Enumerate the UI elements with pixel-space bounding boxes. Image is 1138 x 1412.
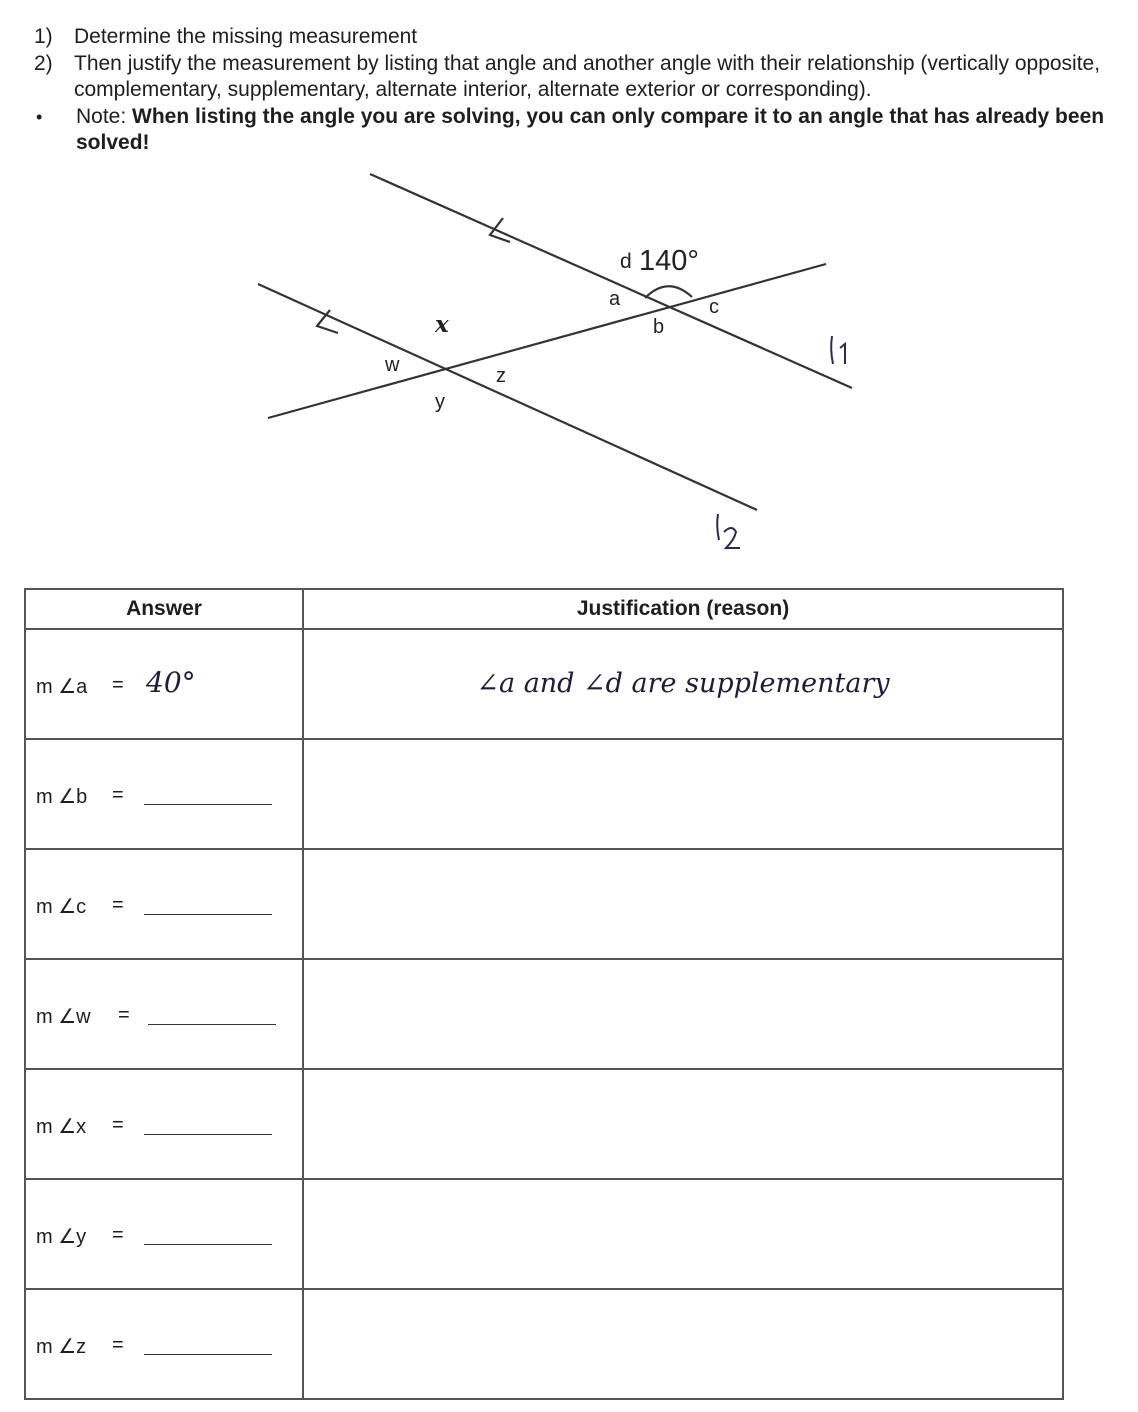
angle-label-x: x [435,311,449,338]
table-row-x [26,1070,1062,1180]
transversal-line [268,264,826,418]
instruction-2 [34,51,1124,104]
angle-label-y: y [435,391,445,413]
instruction-2-marker: 2) [34,51,53,75]
parallel-arrow-l2 [317,310,338,333]
equals-sign: = [112,784,124,806]
angle-x-answer-blank[interactable] [144,1134,272,1135]
angle-label-b: b [653,316,665,338]
table-header [26,590,1062,630]
equals-sign: = [112,1334,124,1356]
angle-z-label: m ∠z [36,1336,87,1358]
angle-label-c: c [709,296,719,318]
header-answer: Answer [26,590,304,628]
note-prefix: Note: [76,104,133,128]
note-bold-text: When listing the angle you are solving, you can only compare it to an angle that has already been solved! [76,104,1105,154]
note [34,104,1124,157]
angle-c-label: m ∠c [36,896,87,918]
line-l2 [258,284,757,510]
angle-z-answer-blank[interactable] [144,1354,272,1355]
line-l1 [370,174,852,388]
angle-b-answer-blank[interactable] [144,804,272,805]
note-bullet: • [36,106,43,127]
instruction-2-text: Then justify the measurement by listing that angle and another angle with their relationship (vertically opposite, complementary, supplementary, alternate interior, alternate exterior or corresponding). [74,51,1101,101]
angle-d-arc [645,286,692,298]
equals-sign: = [112,1114,124,1136]
header-justification: Justification (reason) [576,597,790,620]
table-row-z [26,1290,1062,1398]
angle-label-w: w [385,354,400,376]
angle-y-label: m ∠y [36,1226,87,1248]
angle-a-justification[interactable]: ∠a and ∠d are supplementary [476,668,890,699]
angle-b-label: m ∠b [36,786,88,808]
angle-a-label: m ∠a [36,676,88,698]
instructions [34,24,1124,157]
angle-label-z: z [496,365,506,387]
angle-label-d: d [620,250,632,273]
line-label-l2 [717,514,740,548]
table-row-a [26,630,1062,740]
answer-table [24,588,1064,1400]
given-angle-140: 140° [639,245,699,277]
angle-w-answer-blank[interactable] [148,1024,276,1025]
instruction-1-text: Determine the missing measurement [74,25,418,48]
parallel-lines-diagram [0,160,1138,580]
equals-sign: = [112,1224,124,1246]
table-row-c [26,850,1062,960]
angle-c-answer-blank[interactable] [144,914,272,915]
angle-x-label: m ∠x [36,1116,87,1138]
table-row-y [26,1180,1062,1290]
table-row-b [26,740,1062,850]
angle-w-label: m ∠w [36,1006,91,1028]
angle-y-answer-blank[interactable] [144,1244,272,1245]
instruction-1 [34,24,1124,51]
parallel-arrow-l1 [490,218,510,242]
equals-sign: = [112,674,124,696]
angle-a-answer[interactable]: 40° [146,666,196,699]
line-label-l1 [831,336,845,364]
instruction-1-marker: 1) [34,25,53,48]
equals-sign: = [118,1004,130,1026]
equals-sign: = [112,894,124,916]
angle-label-a: a [609,288,621,310]
table-row-w [26,960,1062,1070]
